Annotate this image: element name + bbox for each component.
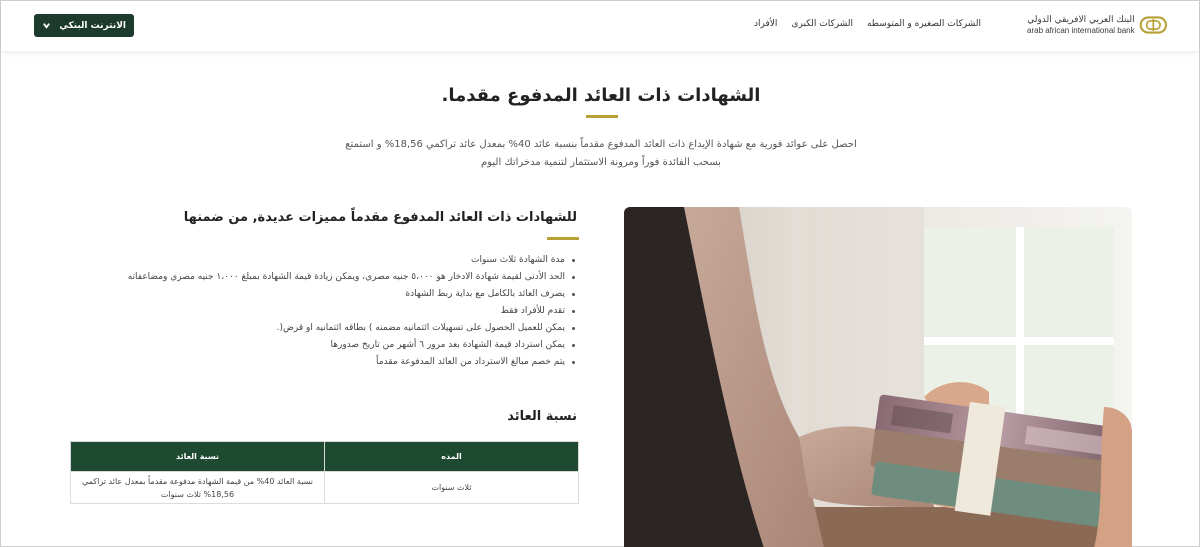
column-header-duration: المده: [325, 442, 579, 472]
title-divider: [586, 115, 618, 118]
yield-heading: نسبة العائد: [507, 409, 577, 424]
features-divider: [547, 237, 579, 240]
list-item: يصرف العائد بالكامل مع بداية ربط الشهادة: [57, 286, 577, 303]
bank-logo[interactable]: [1027, 9, 1169, 41]
list-item: يتم خصم مبالغ الاسترداد من العائد المدفوعة مقدماً: [57, 354, 577, 371]
chevron-down-icon: [42, 21, 51, 30]
column-header-yield: نسبة العائد: [71, 442, 325, 472]
features-heading: للشهادات ذات العائد المدفوع مقدماً مميزات عديدة, من ضمنها: [183, 210, 577, 225]
intro-text: احصل على عوائد فورية مع شهادة الإيداع ذات العائد المدفوع مقدماً بنسبة عائد 40% بمعدل عائد تراكمي 18,56% و استمتع بسحب الفائدة فوراً ومرونة الاستثمار لتنمية مدخراتك اليوم: [345, 139, 857, 168]
table-header-row: [71, 442, 579, 472]
logo-text: [1027, 15, 1135, 36]
list-item: الحد الأدنى لقيمة شهادة الادخار هو ٥،٠٠٠ جنيه مصري، ويمكن زيادة قيمة الشهادة بمبلغ ١،٠٠٠ جنيه مصري ومضاعفاته: [57, 269, 577, 286]
list-item: مدة الشهادة ثلاث سنوات: [57, 252, 577, 269]
site-header: [1, 1, 1199, 51]
hero-photo: [624, 207, 1132, 547]
table-cell-duration: ثلاث سنوات: [325, 472, 579, 504]
main-nav: [754, 19, 981, 29]
list-item: يمكن للعميل الحصول على تسهيلات ائتمانيه مضمنه ) بطاقه ائتمانيه او قرض(.: [57, 320, 577, 337]
list-item: يمكن استرداد قيمة الشهادة بعد مرور ٦ أشهر من تاريخ صدورها: [57, 337, 577, 354]
nav-corporate[interactable]: الشركات الكبرى: [791, 19, 853, 29]
nav-sme[interactable]: الشركات الصغيره و المتوسطه: [866, 19, 981, 29]
list-item: تقدم للأفراد فقط: [57, 303, 577, 320]
features-list: [57, 252, 577, 371]
table-row: [71, 472, 579, 504]
logo-english-name: arab african international bank: [1027, 25, 1135, 35]
nav-individuals[interactable]: الأفراد: [754, 19, 778, 29]
logo-mark-icon: [1139, 13, 1169, 37]
page-title: الشهادات ذات العائد المدفوع مقدما.: [441, 85, 761, 106]
logo-arabic-name: البنك العربي الافريقي الدولي: [1027, 14, 1135, 25]
yield-table: [70, 441, 579, 504]
table-cell-yield: نسبة العائد 40% من قيمة الشهادة مدفوعة مقدماً بمعدل عائد تراكمي 18,56% ثلاث سنوات: [71, 472, 325, 504]
online-banking-label: الانترنت البنكي: [59, 20, 126, 31]
online-banking-button[interactable]: [34, 14, 134, 37]
